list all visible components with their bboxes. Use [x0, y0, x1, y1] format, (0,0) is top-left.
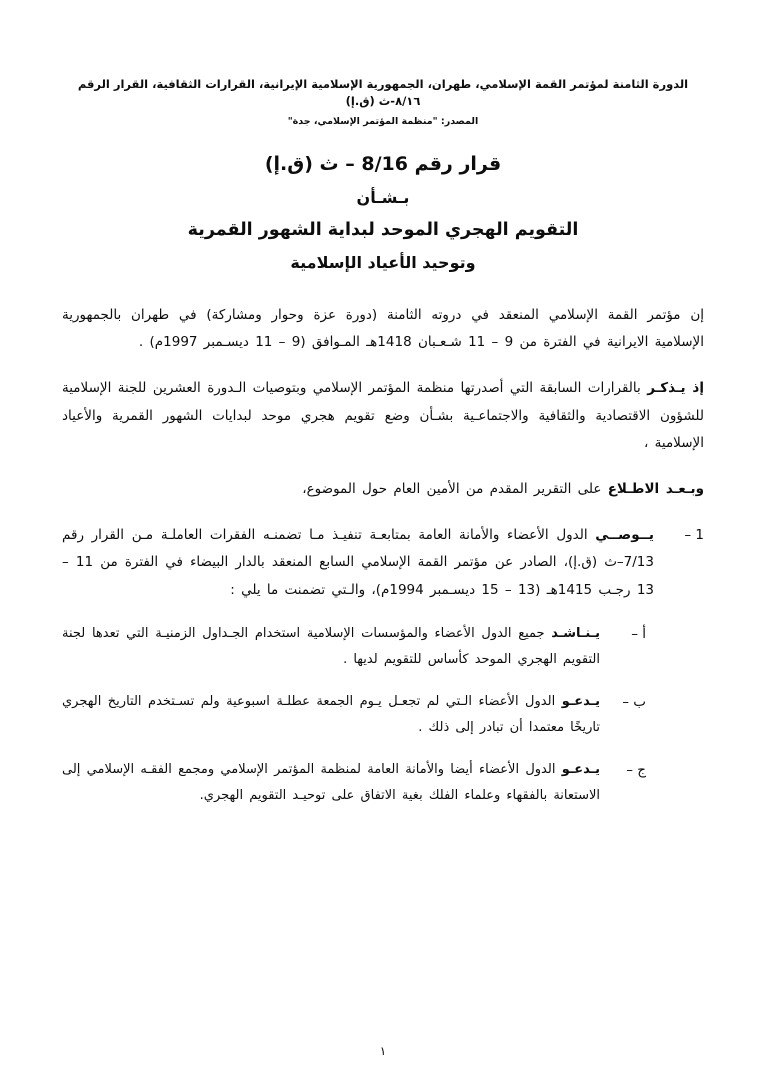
- document-source: المصدر: "منظمة المؤتمر الإسلامي، جدة": [287, 115, 479, 127]
- recall-text: بالقرارات السابقة التي أصدرتها منظمة المؤتمر الإسلامي وبتوصيات الـدورة العشرين للجنة الإسلامية للشؤون الاقتصادية والثقافية والاجتماعـية بشـأن وضع تقويم هجري موحد لبدايات الشهور القمرية والأعياد الإسلامية ،: [62, 379, 704, 452]
- clause-text: الدول الأعضاء والأمانة العامة بمتابعـة تنفيـذ مـا تضمنـه الفقرات العاملـة مـن القرار رقم 7/13–ث (ق.إ)، الصادر عن مؤتمر القمة الإسلامي السابع المنعقد بالدار البيضاء في الفترة من 11 – 13 رجـب 1415هـ (13 – 15 ديسـمبر 1994م)، والـتي تضمنت ما يلي :: [62, 526, 654, 598]
- subclause-text: الدول الأعضاء الـتي لم تجعـل يـوم الجمعة عطلـة اسبوعية ولم تسـتخدم التاريخ الهجري تاريخًا معتمدا أن تبادر إلى ذلك .: [62, 693, 600, 735]
- subclause-body: [62, 757, 600, 809]
- page-number: ١: [379, 1044, 387, 1058]
- recall-paragraph: [62, 375, 704, 458]
- title-sub: وتوحيد الأعياد الإسلامية: [290, 252, 476, 272]
- subclause-a: [62, 621, 704, 673]
- document-header: الدورة الثامنة لمؤتمر القمة الإسلامي، طهران، الجمهورية الإسلامية الإيرانية، القرارات الثقافية، القرار الرقم ٨/١٦-ث (ق.إ): [77, 77, 689, 109]
- subclause-lead: يـدعـو: [561, 761, 601, 777]
- subclause-number: أ –: [631, 625, 646, 642]
- after-review-text: على التقرير المقدم من الأمين العام حول الموضوع،: [302, 480, 602, 497]
- title-main: التقويم الهجري الموحد لبداية الشهور القمرية: [187, 219, 579, 240]
- clause-1: [62, 522, 704, 605]
- clause-lead: يــوصــي: [595, 526, 654, 543]
- title-block: [62, 153, 704, 272]
- after-review-lead: وبـعـد الاطـلاع: [607, 480, 704, 497]
- subclause-lead: يـنـاشـد: [551, 625, 600, 641]
- subclause-lead: يـدعـو: [561, 693, 600, 709]
- subclause-body: [62, 621, 600, 673]
- after-review-paragraph: [62, 476, 704, 504]
- subclause-number: ج –: [626, 761, 646, 778]
- subclause-c: [62, 757, 704, 809]
- subclause-text: الدول الأعضاء أيضا والأمانة العامة لمنظمة المؤتمر الإسلامي ومجمع الفقـه الإسلامي إلى الاستعانة بالفقهاء وعلماء الفلك بغية الاتفاق على توحيـد التقويم الهجري.: [62, 761, 600, 803]
- preamble-paragraph: إن مؤتمر القمة الإسلامي المنعقد في دروته الثامنة (دورة عزة وحوار ومشاركة) في طهران بالجمهورية الإسلامية الايرانية في الفترة من 9 – 11 شـعـبان 1418هـ المـوافق (9 – 11 ديسـمبر 1997م) .: [62, 306, 704, 351]
- subclause-b: [62, 689, 704, 741]
- subclause-text: جميع الدول الأعضاء والمؤسسات الإسلامية استخدام الجـداول الزمنيـة التي تعدها لجنة التقويم الهجري الموحد كأساس للتقويم لديها .: [62, 625, 600, 667]
- clause-number: 1 –: [684, 526, 704, 543]
- recall-lead: إذ يـذكـر: [647, 379, 704, 396]
- title-about: بـشـأن: [356, 187, 410, 207]
- resolution-number: قرار رقم 8/16 – ث (ق.إ): [264, 152, 502, 175]
- clause-body: [62, 522, 654, 605]
- subclause-number: ب –: [622, 693, 646, 710]
- subclause-body: [62, 689, 600, 741]
